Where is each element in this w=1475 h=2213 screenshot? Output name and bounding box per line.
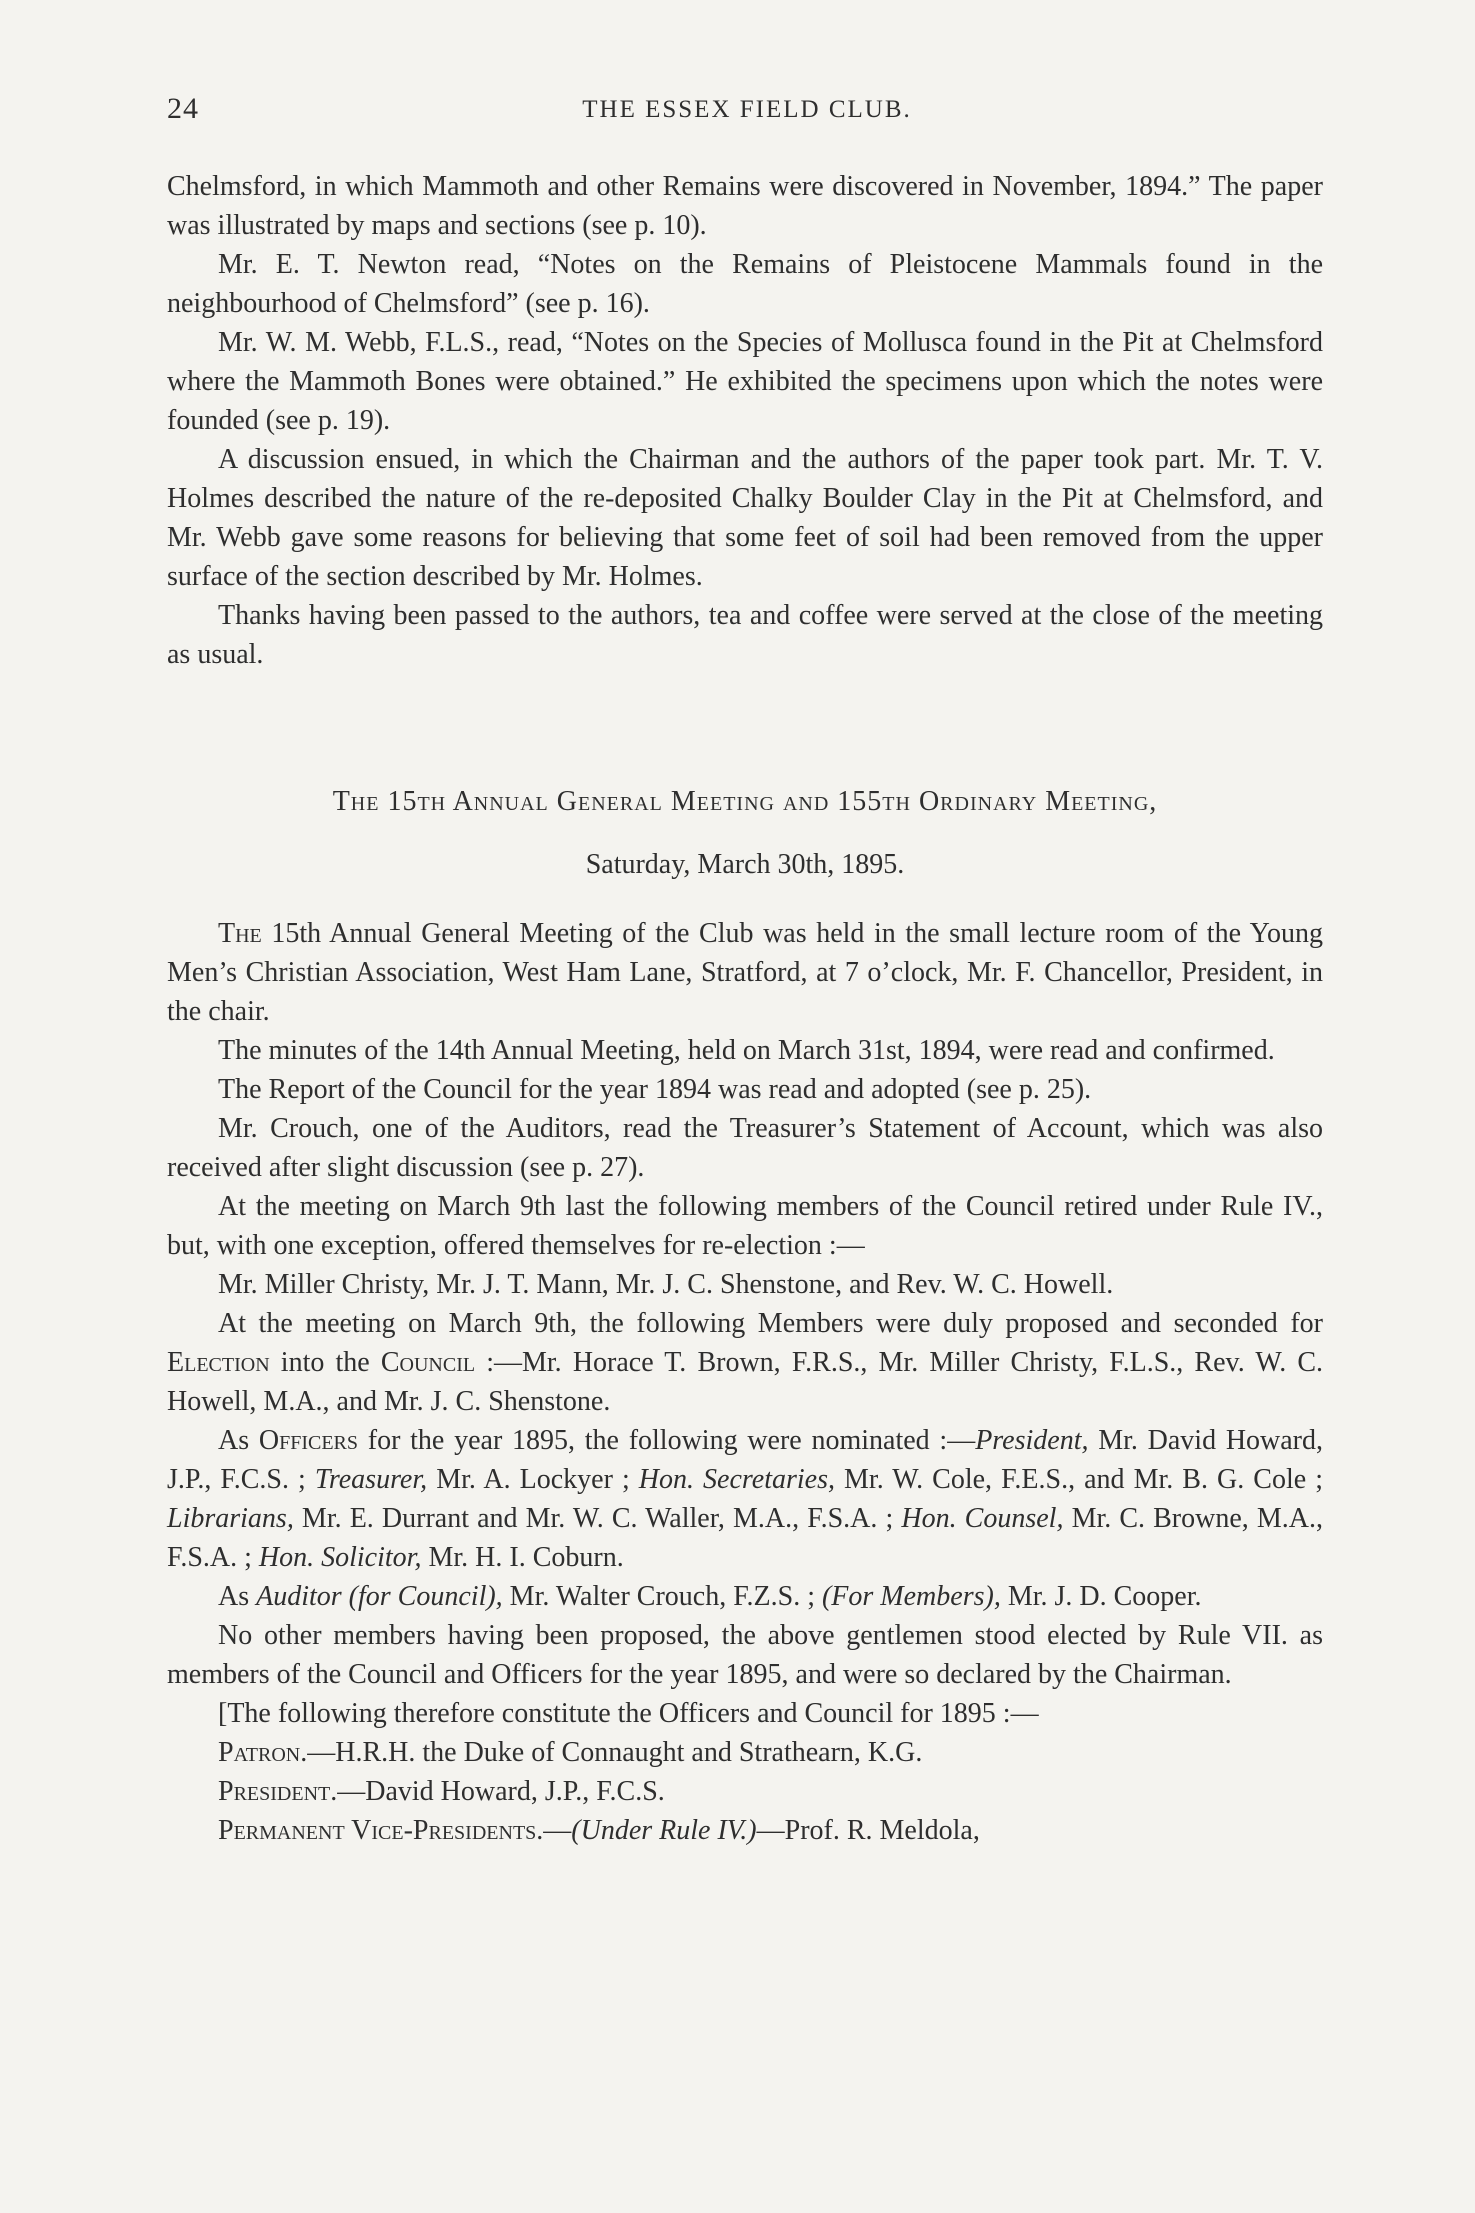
text-run: Mr. David Howard, J.P., F.C.S. ; <box>167 1425 1324 1495</box>
small-caps-term: Officers <box>258 1425 359 1456</box>
officer-value: —Prof. R. Meldola, <box>756 1815 980 1846</box>
paragraph: At the meeting on March 9th last the following members of the Council retired under Rule IV., but, with one exception, offered themselves for re-election :— <box>167 1191 1323 1261</box>
page-number: 24 <box>167 92 199 125</box>
paragraph: The Report of the Council for the year 1894 was read and adopted (see p. 25). <box>218 1074 1092 1105</box>
small-caps-term: Election <box>167 1347 270 1378</box>
paragraph <box>167 1577 1323 1616</box>
lead-word: The <box>218 918 262 949</box>
role-label: Hon. Counsel, <box>901 1503 1064 1534</box>
text-run: — <box>543 1815 572 1846</box>
paragraph: Chelmsford, in which Mammoth and other Remains were discovered in November, 1894.” The paper was illustrated by maps and sections (see p. 10). <box>167 171 1323 241</box>
text-run: Mr. W. Cole, F.E.S., and Mr. B. G. Cole ; <box>834 1464 1323 1495</box>
officer-line-vice-presidents <box>167 1811 1323 1850</box>
paragraph: Mr. E. T. Newton read, “Notes on the Remains of Pleistocene Mammals found in the neighbourhood of Chelmsford” (see p. 16). <box>167 249 1323 319</box>
meeting-heading: The 15th Annual General Meeting and 155th Ordinary Meeting, <box>332 786 1158 817</box>
role-label: Auditor (for Council), <box>256 1581 503 1612</box>
text-run: At the meeting on March 9th, the following Members were duly proposed and seconded for <box>218 1308 1323 1339</box>
paragraph: [The following therefore constitute the Officers and Council for 1895 :— <box>218 1698 1039 1729</box>
paragraph: Mr. W. M. Webb, F.L.S., read, “Notes on the Species of Mollusca found in the Pit at Chelmsford where the Mammoth Bones were obtained.” He exhibited the specimens upon which the notes were founded (see p. 19). <box>167 327 1323 436</box>
text-run: :—Mr. Horace T. Brown, F.R.S., Mr. Miller Christy, F.L.S., Rev. W. C. Howell, M.A., and Mr. J. C. Shenstone. <box>167 1347 1324 1417</box>
paragraph: A discussion ensued, in which the Chairman and the authors of the paper took part. Mr. T. V. Holmes described the nature of the re-deposited Chalky Boulder Clay in the Pit at Chelmsford, and Mr. Webb gave some reasons for believing that some feet of soil had been removed from the upper surface of the section described by Mr. Holmes. <box>167 444 1323 592</box>
paragraph: Thanks having been passed to the authors, tea and coffee were served at the close of the meeting as usual. <box>167 600 1323 670</box>
role-label: (For Members), <box>821 1581 1001 1612</box>
rule-reference: (Under Rule IV.) <box>571 1815 757 1846</box>
text-run: Mr. A. Lockyer ; <box>427 1464 639 1495</box>
paragraph <box>167 1304 1323 1421</box>
officer-line-patron <box>167 1733 1323 1772</box>
small-caps-term: Council <box>380 1347 476 1378</box>
section-previous-meeting <box>167 167 1323 674</box>
paragraph <box>167 914 1323 1031</box>
text-run: Mr. C. Browne, M.A., F.S.A. ; <box>167 1503 1323 1573</box>
paragraph: Mr. Crouch, one of the Auditors, read the Treasurer’s Statement of Account, which was also received after slight discussion (see p. 27). <box>167 1113 1323 1183</box>
text-run: As <box>218 1425 259 1456</box>
role-label: Hon. Secretaries, <box>638 1464 835 1495</box>
paragraph <box>167 1421 1323 1577</box>
text-run: into the <box>269 1347 381 1378</box>
paragraph: Mr. Miller Christy, Mr. J. T. Mann, Mr. J. C. Shenstone, and Rev. W. C. Howell. <box>218 1269 1114 1300</box>
text-run: for the year 1895, the following were nominated :— <box>358 1425 976 1456</box>
officer-value: —David Howard, J.P., F.C.S. <box>337 1776 665 1807</box>
running-head: THE ESSEX FIELD CLUB. <box>582 96 912 123</box>
officer-label: Permanent Vice-Presidents. <box>218 1815 544 1846</box>
text-run: 15th Annual General Meeting of the Club was held in the small lecture room of the Young Men’s Christian Association, West Ham Lane, Stratford, at 7 o’clock, Mr. F. Chancellor, President, in the chair. <box>167 918 1323 1027</box>
officer-label: Patron. <box>218 1737 308 1768</box>
meeting-date: Saturday, March 30th, 1895. <box>585 849 905 880</box>
text-run: Mr. J. D. Cooper. <box>1000 1581 1202 1612</box>
paragraph: No other members having been proposed, the above gentlemen stood elected by Rule VII. as members of the Council and Officers for the year 1895, and were so declared by the Chairman. <box>167 1620 1323 1690</box>
paragraph: The minutes of the 14th Annual Meeting, held on March 31st, 1894, were read and confirmed. <box>218 1035 1275 1066</box>
text-run: Mr. E. Durrant and Mr. W. C. Waller, M.A., F.S.A. ; <box>293 1503 902 1534</box>
role-label: Hon. Solicitor, <box>258 1542 422 1573</box>
text-run: As <box>218 1581 257 1612</box>
officer-value: —H.R.H. the Duke of Connaught and Strathearn, K.G. <box>307 1737 923 1768</box>
role-label: President, <box>975 1425 1089 1456</box>
role-label: Treasurer, <box>314 1464 428 1495</box>
page-header <box>167 92 1327 132</box>
text-run: Mr. Walter Crouch, F.Z.S. ; <box>502 1581 822 1612</box>
text-run: Mr. H. I. Coburn. <box>421 1542 624 1573</box>
officer-line-president <box>167 1772 1323 1811</box>
role-label: Librarians, <box>167 1503 294 1534</box>
officer-label: President. <box>218 1776 338 1807</box>
section-annual-meeting <box>167 914 1323 1850</box>
